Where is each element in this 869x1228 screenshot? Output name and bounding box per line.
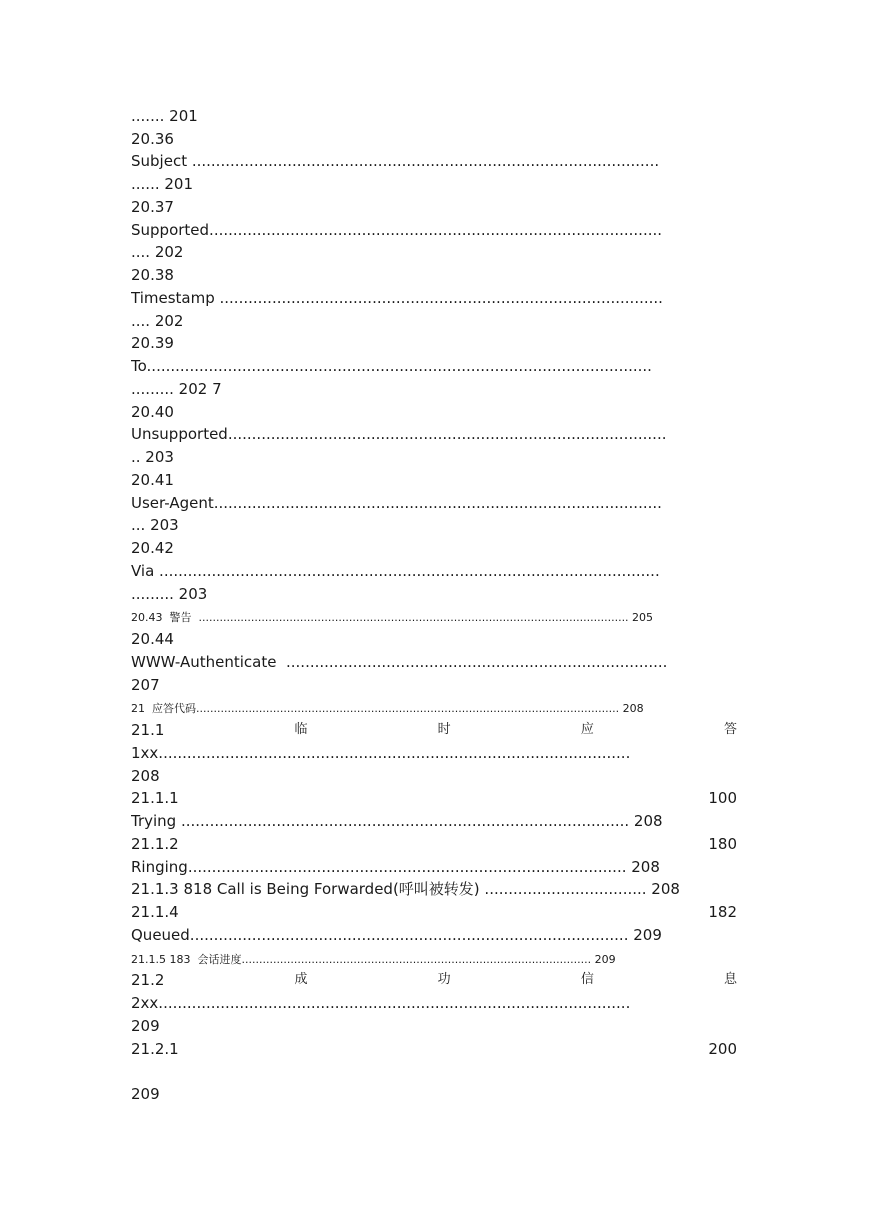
- toc-line: ......... 202 7: [131, 380, 222, 398]
- toc-heading-char: 答: [723, 722, 737, 737]
- toc-heading-char: 临: [294, 722, 308, 737]
- toc-line: .... 202: [131, 312, 184, 330]
- toc-line-text: 21.1.5 183 会话进度.................................................................................................... 209: [131, 953, 616, 966]
- toc-spread-line: [131, 833, 737, 855]
- toc-spread-line: [131, 901, 737, 923]
- toc-line: ......... 203: [131, 585, 208, 603]
- toc-line: Ringing............................................................................................ 208: [131, 858, 660, 876]
- toc-code: 100: [708, 789, 737, 807]
- toc-heading-char: 应: [580, 722, 594, 737]
- toc-line: Supported...............................................................................................: [131, 221, 663, 239]
- toc-line: Queued............................................................................................ 209: [131, 926, 662, 944]
- toc-spread-line: [131, 719, 737, 741]
- toc-page-number: 207: [131, 676, 160, 694]
- toc-section-number: 20.44: [131, 630, 174, 648]
- toc-spread-line: [131, 1038, 737, 1060]
- toc-section-number: 20.40: [131, 403, 174, 421]
- toc-section-number: 21.1.1: [131, 789, 179, 807]
- toc-line: User-Agent..............................................................................................: [131, 494, 662, 512]
- toc-section-number: 20.36: [131, 130, 174, 148]
- toc-line: [131, 605, 739, 627]
- toc-line: Subject ..................................................................................................: [131, 152, 660, 170]
- toc-heading-char: 时: [437, 722, 451, 737]
- toc-line: Timestamp .............................................................................................: [131, 289, 663, 307]
- toc-line: ...... 201: [131, 175, 194, 193]
- toc-section-number: 21.2.1: [131, 1040, 179, 1058]
- toc-line: ....... 201: [131, 107, 198, 125]
- toc-page-number: 208: [131, 767, 160, 785]
- toc-section-number: 20.37: [131, 198, 174, 216]
- toc-section-number: 20.41: [131, 471, 174, 489]
- toc-line: 1xx...................................................................................................: [131, 744, 631, 762]
- toc-heading-char: 息: [723, 972, 737, 987]
- toc-page-number: 209: [131, 1017, 160, 1035]
- toc-section-number: 21.1.4: [131, 903, 179, 921]
- toc-line-text: 20.43 警告 ........................................................................................................................... 205: [131, 611, 654, 624]
- toc-section-number: 21.1: [131, 721, 165, 739]
- toc-line: [131, 1060, 739, 1082]
- toc-line: Trying .............................................................................................. 208: [131, 812, 663, 830]
- toc-section-number: 21.1.2: [131, 835, 179, 853]
- toc-line: .... 202: [131, 243, 184, 261]
- toc-line: 2xx...................................................................................................: [131, 994, 631, 1012]
- toc-line-text: 21 应答代码......................................................................................................................... 208: [131, 702, 644, 715]
- toc-page-number: 209: [131, 1085, 160, 1103]
- toc-heading-char: 信: [580, 972, 594, 987]
- toc-section-number: 20.39: [131, 334, 174, 352]
- toc-spread-line: [131, 787, 737, 809]
- toc-line: .. 203: [131, 448, 174, 466]
- toc-line: [131, 947, 739, 969]
- toc-code: 180: [708, 835, 737, 853]
- toc-line: [131, 696, 739, 718]
- toc-line: Via .........................................................................................................: [131, 562, 660, 580]
- toc-spread-line: [131, 969, 737, 991]
- toc-code: 182: [708, 903, 737, 921]
- toc-line: Unsupported............................................................................................: [131, 425, 667, 443]
- toc-section-number: 20.42: [131, 539, 174, 557]
- toc-heading-char: 成: [294, 972, 308, 987]
- toc-line: To..........................................................................................................: [131, 357, 652, 375]
- toc-heading-char: 功: [437, 972, 451, 987]
- toc-code: 200: [708, 1040, 737, 1058]
- toc-section-number: 21.2: [131, 971, 165, 989]
- toc-section-number: 20.38: [131, 266, 174, 284]
- toc-line: ... 203: [131, 516, 179, 534]
- toc-line: 21.1.3 818 Call is Being Forwarded(呼叫被转发) .................................. 208: [131, 880, 680, 898]
- toc-line: WWW-Authenticate ................................................................................: [131, 653, 668, 671]
